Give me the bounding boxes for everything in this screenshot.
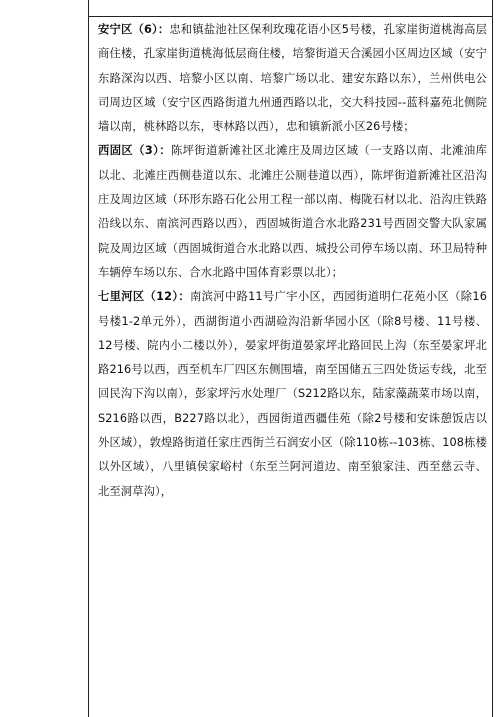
district-text: 南滨河中路11号广宇小区，西园街道明仁花苑小区（除16号楼1-2单元外），西湖街道小西湖硷沟沿新华园小区（除8号楼、11号楼、12号楼、院内小二楼以外），晏家坪街道晏家坪北路回民上沟（东至晏家坪北路216号以西，西至机车厂四区东侧围墙，南至国储五三四处货运专线，北至回民沟下沟以南），彭家坪污水处理厂（S212路以东，陆家藻蔬菜市场以南，S216路以西，B227路以北），西园街道西疆佳苑（除2号楼和安诛憩饭店以外区域），敦煌路街道任家庄西街兰石润安小区（除110栋--103栋、108栋楼以外区域），八里镇侯家峪村（东至兰阿河道边、南至狼家洼、西至慈云寺、北至洞草沟）， (98, 290, 487, 498)
table-row-divider (88, 16, 493, 17)
district-heading: 七里河区（12）： (98, 290, 190, 304)
table-content-cell (98, 18, 487, 504)
district-heading: 安宁区（6）： (98, 23, 170, 36)
district-heading: 西固区（3）： (98, 144, 171, 158)
table-right-border (492, 0, 493, 717)
district-text: 忠和镇盐池社区保利玫瑰花语小区5号楼，孔家崖街道桃海高层商住楼，孔家崖街道桃海低层商住楼，培黎街道天合溪园小区周边区域（安宁东路深沟以西、培黎小区以南、培黎广场以北、建安东路以东），兰州供电公司周边区域（安宁区西路街道九州通西路以北，交大科技园--蓝科嘉苑北侧院墙以南，桃林路以东，枣林路以西），忠和镇新派小区26号楼； (98, 23, 487, 134)
table-left-border (88, 0, 89, 717)
district-paragraph-qilihe (98, 285, 487, 504)
district-paragraph-xigu (98, 139, 487, 285)
district-paragraph-anning (98, 18, 487, 139)
district-text: 陈坪街道新滩社区北滩庄及周边区域（一支路以南、北滩油库以北、北滩庄西侧巷道以东、北滩庄公厕巷道以西），陈坪街道新滩社区沿沟庄及周边区域（环形东路石化公用工程一部以南、梅陇石材以北、沿沟庄铁路沿线以东、南滨河西路以西），西固城街道合水北路231号西固交警大队家属院及周边区域（西固城街道合水北路以西、城投公司停车场以南、环卫局特种车辆停车场以东、合水北路中国体育彩票以北）； (98, 144, 487, 279)
